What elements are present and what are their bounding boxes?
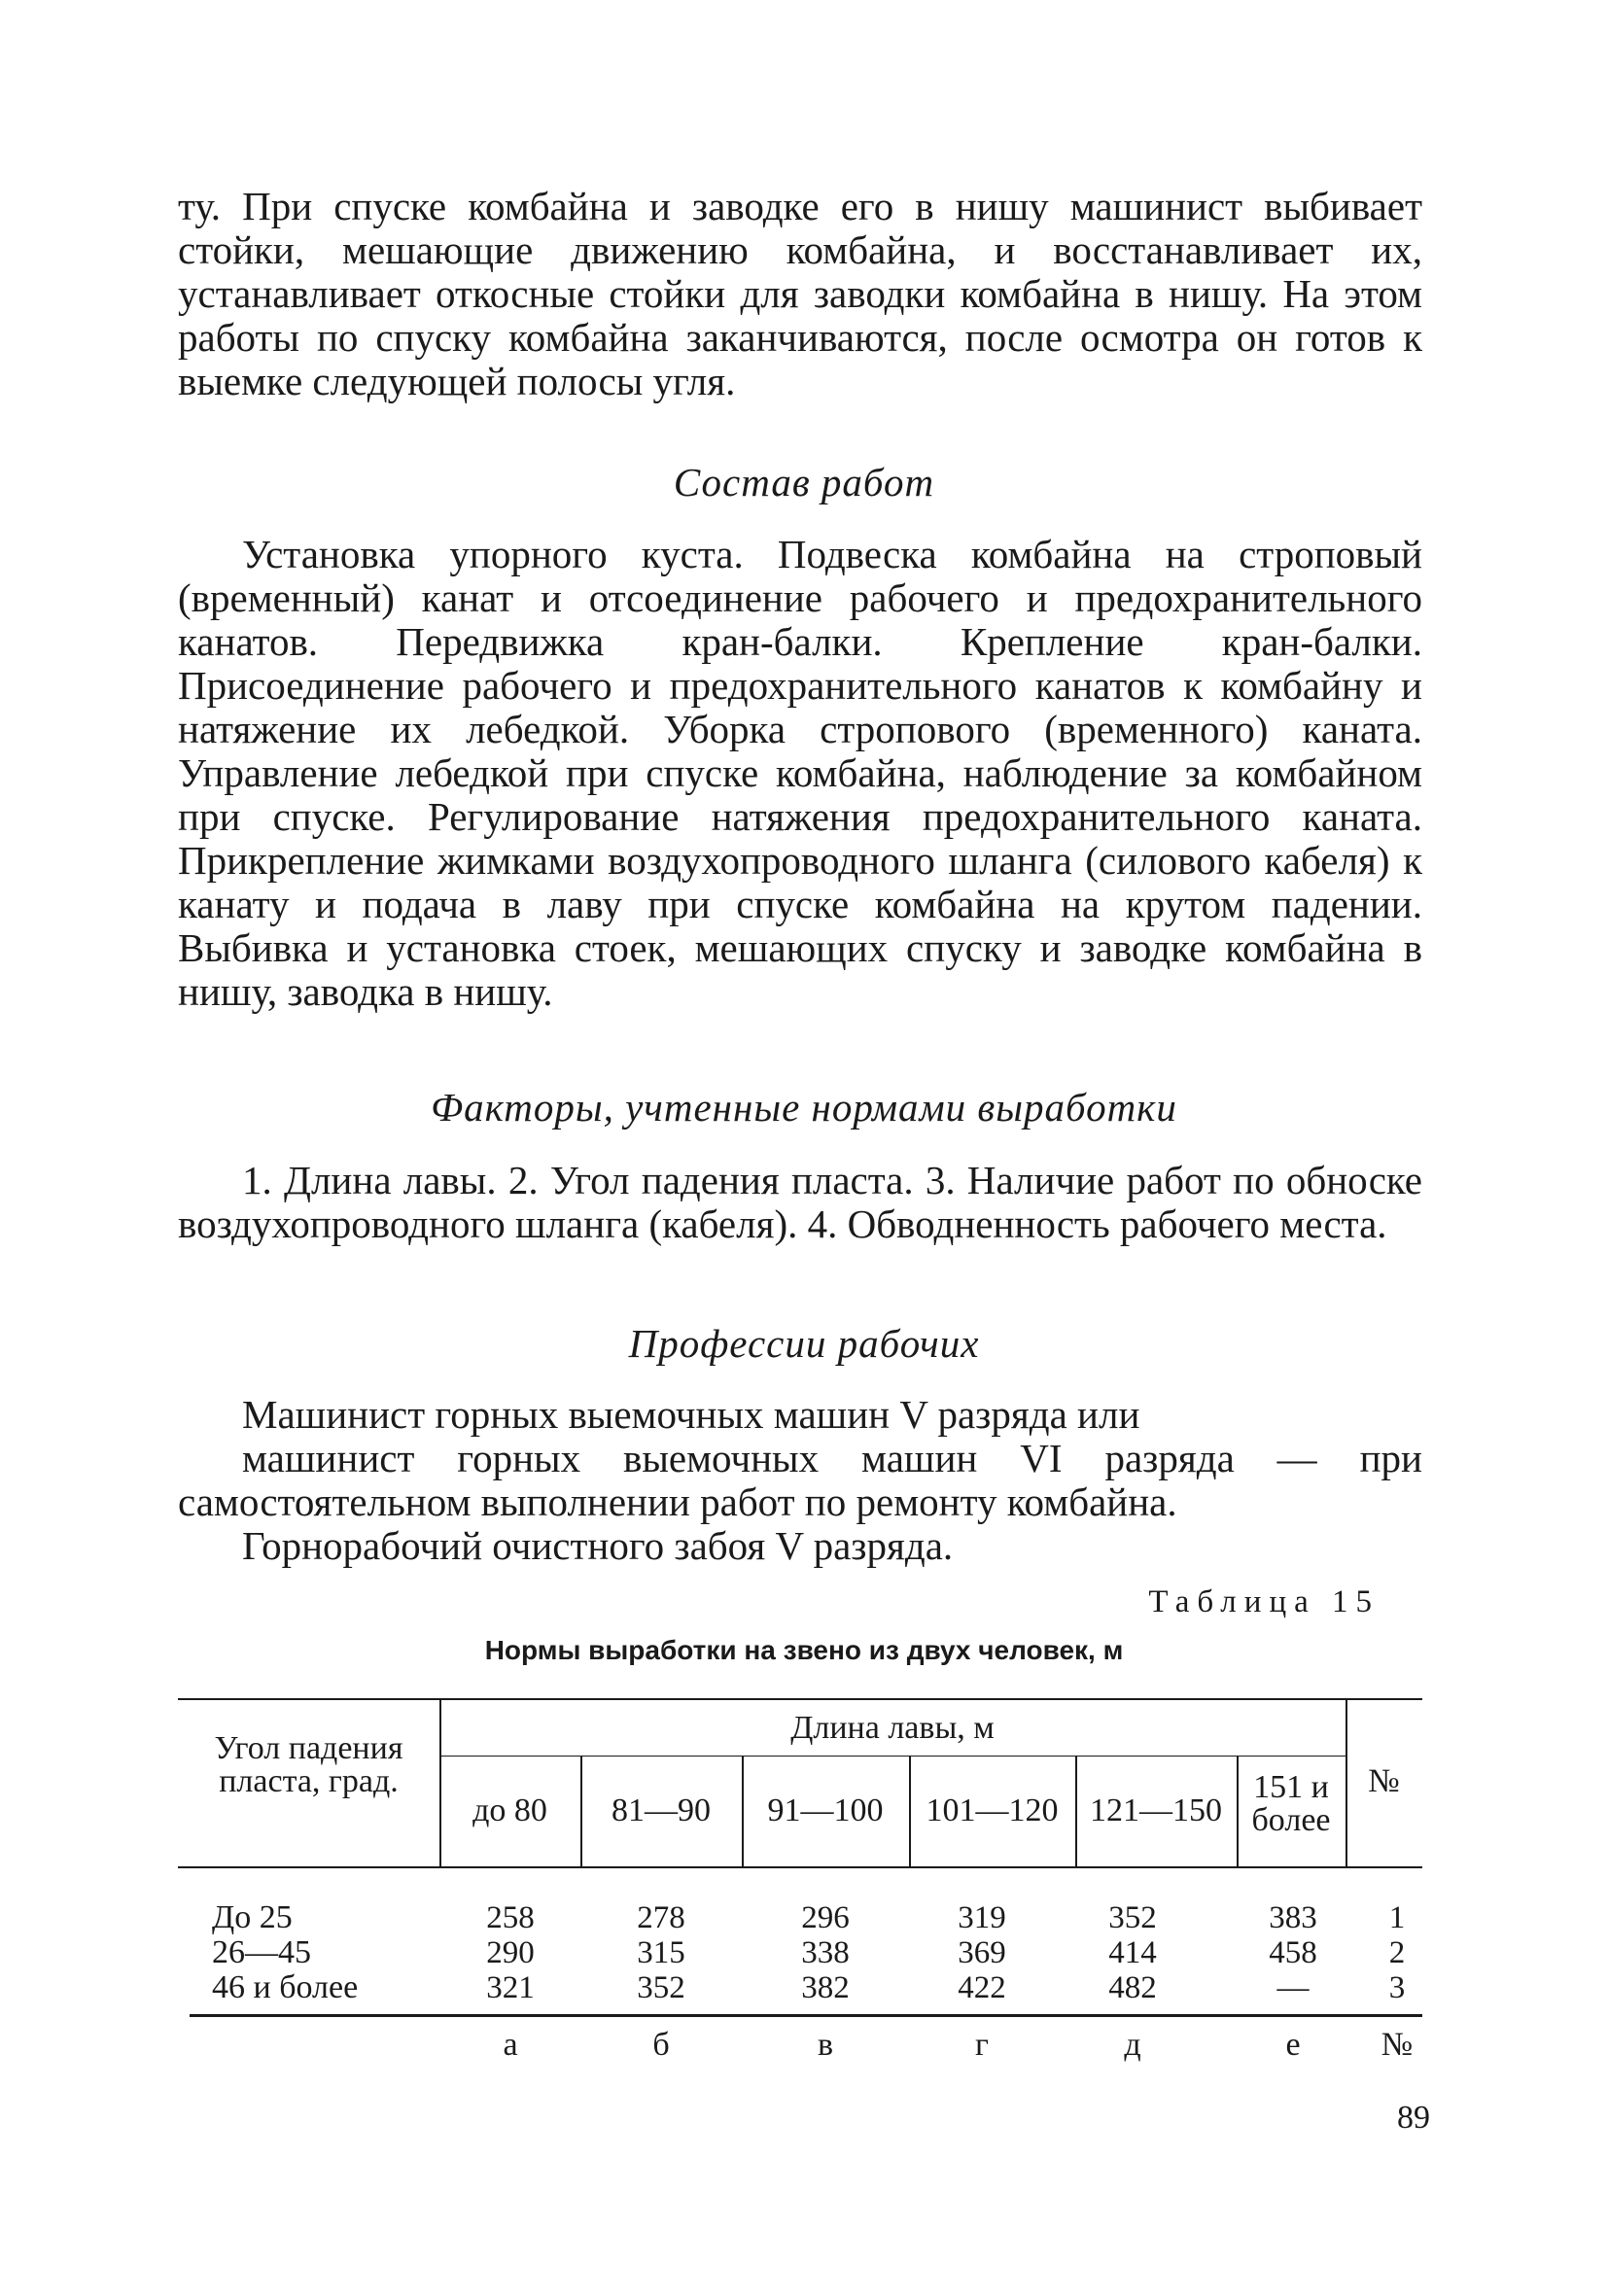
footer-letter-v: в — [817, 2027, 834, 2063]
table-top-rule — [178, 1698, 1422, 1700]
col-header-3: 91—100 — [767, 1792, 884, 1828]
intro-paragraph: ту. При спуске комбайна и заводке его в нишу машинист выбивает стойки, мешающие движению комбайна, и восстанавливает их, устанавливает откосные стойки для заводки комбайна в нишу. На этом работы по спуску комбайна заканчиваются, после осмотра он готов к выемке следующей полосы угля. — [178, 184, 1422, 403]
row-label-1: До 25 — [212, 1899, 293, 1935]
footer-letter-g: г — [975, 2027, 989, 2063]
profession-line-3: Горнорабочий очистного забоя V разряда. — [242, 1523, 954, 1568]
intro-paragraph-block — [178, 185, 1422, 403]
cell-1-4: 319 — [958, 1900, 1006, 1935]
row-label-2: 26—45 — [212, 1934, 311, 1970]
col-header-5: 121—150 — [1090, 1792, 1222, 1828]
cell-2-1: 290 — [486, 1935, 535, 1970]
header-bottom-rule — [178, 1866, 1422, 1868]
col-header-1: до 80 — [472, 1792, 547, 1828]
work-paragraph-block — [178, 533, 1422, 1014]
professions-block — [178, 1393, 1422, 1568]
col-header-2: 81—90 — [612, 1792, 711, 1828]
cell-3-5: 482 — [1108, 1970, 1157, 2005]
col-header-4: 101—120 — [926, 1792, 1059, 1828]
cell-3-3: 382 — [801, 1970, 850, 2005]
factors-paragraph-block — [178, 1159, 1422, 1246]
profession-line-2: машинист горных выемочных машин VI разряда — при самостоятельном выполнении работ по ремонту комбайна. — [178, 1436, 1422, 1524]
profession-line-1: Машинист горных выемочных машин V разряда или — [242, 1392, 1140, 1437]
group-header-rule — [439, 1756, 1346, 1757]
number-header: № — [1368, 1763, 1400, 1799]
cell-3-4: 422 — [958, 1970, 1006, 2005]
work-paragraph: Установка упорного куста. Подвеска комбайна на строповый (временный) канат и отсоединение рабочего и предохранительного канатов. Передвижка кран-балки. Крепление кран-балки. Присоединение рабочего и предохранительного канатов к комбайну и натяжение их лебедкой. Уборка стропового (временного) каната. Управление лебедкой при спуске комбайна, наблюдение за комбайном при спуске. Регулирование натяжения предохранительного каната. Прикрепление жимками воздухопроводного шланга (силового кабеля) к канату и подача в лаву при спуске комбайна на крутом падении. Выбивка и установка стоек, мешающих спуску и заводке комбайна в нишу, заводка в нишу. — [178, 532, 1422, 1014]
table-title: Нормы выработки на звено из двух человек, м — [484, 1635, 1124, 1665]
table-bottom-rule — [190, 2014, 1422, 2017]
cell-1-6: 383 — [1269, 1900, 1317, 1935]
cell-1-5: 352 — [1108, 1900, 1157, 1935]
cell-3-2: 352 — [637, 1970, 685, 2005]
cell-2-6: 458 — [1269, 1935, 1317, 1970]
row-no-2: 2 — [1388, 1935, 1406, 1970]
cell-1-2: 278 — [637, 1900, 685, 1935]
cell-1-1: 258 — [486, 1900, 535, 1935]
col-header-6: 151 и более — [1251, 1769, 1331, 1838]
row-no-3: 3 — [1388, 1970, 1406, 2005]
footer-letter-b: б — [652, 2027, 670, 2063]
footer-letter-d: д — [1124, 2027, 1141, 2063]
divider-col-5 — [1237, 1756, 1239, 1866]
footer-number: № — [1381, 2027, 1414, 2063]
cell-2-4: 369 — [958, 1935, 1006, 1970]
cell-2-3: 338 — [801, 1935, 850, 1970]
footer-letter-a: а — [503, 2027, 518, 2063]
row-header: Угол падения пласта, град. — [214, 1730, 403, 1799]
cell-3-1: 321 — [486, 1970, 535, 2005]
factors-paragraph: 1. Длина лавы. 2. Угол падения пласта. 3. Наличие работ по обноске воздухопроводного шланга (кабеля). 4. Обводненность рабочего места. — [178, 1158, 1422, 1246]
row-label-3: 46 и более — [212, 1969, 359, 2005]
section-title-professions: Профессии рабочих — [628, 1321, 980, 1366]
row-no-1: 1 — [1388, 1900, 1406, 1935]
cell-1-3: 296 — [801, 1900, 850, 1935]
table-label: Таблица 15 — [1148, 1584, 1380, 1619]
cell-3-6: — — [1276, 1970, 1310, 2005]
page-number: 89 — [1397, 2100, 1430, 2136]
cell-2-2: 315 — [637, 1935, 685, 1970]
section-title-work: Состав работ — [673, 460, 935, 504]
cell-2-5: 414 — [1108, 1935, 1157, 1970]
section-title-factors: Факторы, учтенные нормами выработки — [431, 1085, 1177, 1130]
group-header: Длина лавы, м — [790, 1710, 995, 1746]
footer-letter-e: е — [1285, 2027, 1301, 2063]
